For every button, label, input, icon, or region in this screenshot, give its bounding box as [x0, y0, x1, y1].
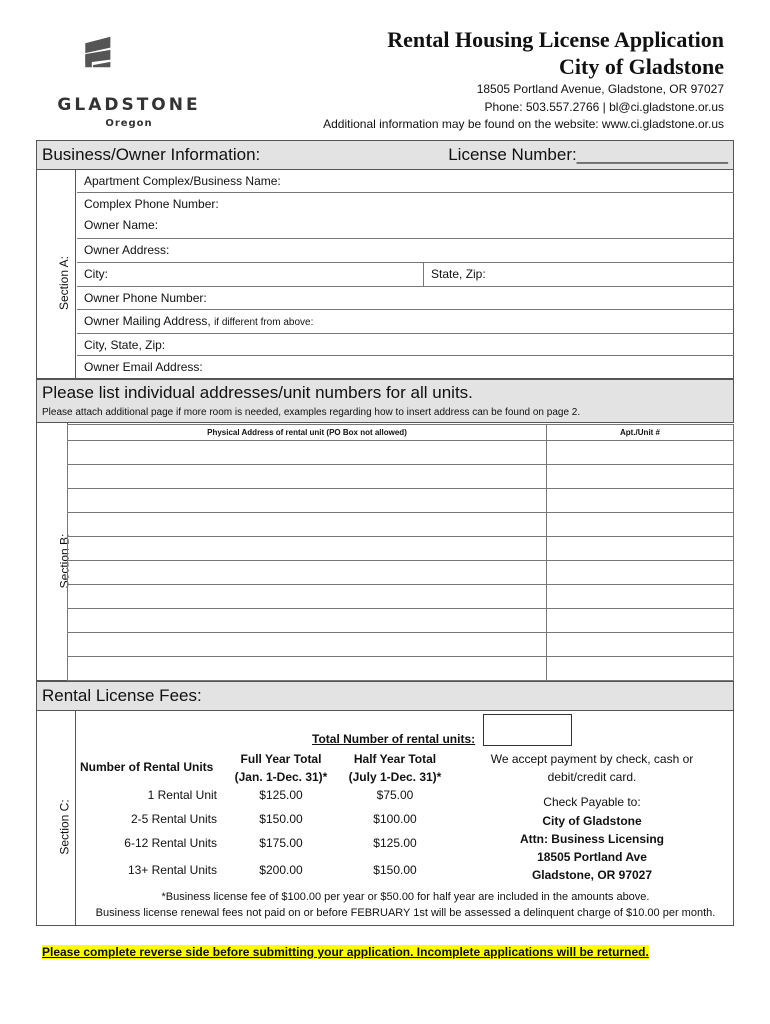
- license-number-field[interactable]: License Number:________________: [448, 145, 728, 164]
- units-column-header: Number of Rental Units: [80, 760, 214, 774]
- unit-cell[interactable]: [547, 585, 734, 609]
- fee-units-cell: 1 Rental Unit: [147, 788, 217, 802]
- section-a-side: [36, 169, 76, 379]
- gladstone-logo-icon: [82, 36, 142, 92]
- fee-footnote-2: Business license renewal fees not paid on or before FEBRUARY 1st will be assessed a delinquent charge of $10.00 per month.: [95, 907, 716, 919]
- fee-half-cell: $75.00: [376, 788, 414, 802]
- payee-address: City of Gladstone Attn: Business Licensing 18505 Portland Ave Gladstone, OR 97027: [519, 814, 665, 882]
- section-b-note: Please attach additional page if more room is needed, examples regarding how to insert address can be found on page 2.: [42, 407, 581, 418]
- address-text: 18505 Portland Avenue, Gladstone, OR 97027: [476, 82, 724, 96]
- fee-units-cell: 13+ Rental Units: [127, 863, 217, 877]
- table-row: [68, 609, 734, 633]
- fee-half-cell: $100.00: [373, 812, 417, 826]
- phone-email-text: Phone: 503.557.2766 | bl@ci.gladstone.or.us: [484, 100, 724, 114]
- page-title: Rental Housing License Application City of Gladstone: [387, 27, 724, 79]
- section-c-label: Section C:: [57, 798, 72, 855]
- total-units-label: Total Number of rental units:: [312, 732, 476, 746]
- table-row: [68, 537, 734, 561]
- section-b-side: [36, 423, 72, 681]
- complex-name-field[interactable]: Apartment Complex/Business Name:: [77, 170, 734, 193]
- city-state-zip-field[interactable]: City, State, Zip:: [77, 334, 734, 356]
- section-a-title: Business/Owner Information:: [42, 145, 261, 164]
- table-row: [68, 657, 734, 681]
- contact-info: [477, 80, 724, 116]
- table-row: [68, 465, 734, 489]
- address-cell[interactable]: [68, 537, 547, 561]
- fee-full-cell: $200.00: [259, 863, 303, 877]
- fee-full-cell: $175.00: [259, 836, 303, 850]
- unit-cell[interactable]: [547, 609, 734, 633]
- section-c-header: [36, 681, 734, 711]
- city-field[interactable]: City:: [77, 263, 424, 287]
- address-column-header: Physical Address of rental unit (PO Box not allowed): [68, 425, 547, 441]
- full-year-header: Full Year Total (Jan. 1-Dec. 31)*: [234, 752, 328, 784]
- address-cell[interactable]: [68, 609, 547, 633]
- unit-cell[interactable]: [547, 441, 734, 465]
- fee-footnote-1: *Business license fee of $100.00 per year or $50.00 for half year are included in the amounts above.: [161, 891, 650, 903]
- owner-address-field[interactable]: Owner Address:: [77, 239, 734, 263]
- section-b-title: Please list individual addresses/unit numbers for all units.: [42, 383, 473, 402]
- logo-wordmark: GLADSTONE: [57, 95, 201, 115]
- payable-label: Check Payable to:: [543, 795, 641, 809]
- address-cell[interactable]: [68, 489, 547, 513]
- section-a-label: Section A:: [57, 255, 72, 310]
- units-table: [67, 424, 734, 681]
- fee-units-cell: 6-12 Rental Units: [124, 836, 217, 850]
- unit-cell[interactable]: [547, 513, 734, 537]
- state-zip-field[interactable]: State, Zip:: [424, 263, 734, 287]
- logo-subtitle: Oregon: [105, 118, 153, 129]
- address-cell[interactable]: [68, 657, 547, 681]
- fee-full-cell: $125.00: [259, 788, 303, 802]
- unit-cell[interactable]: [547, 657, 734, 681]
- complex-phone-field[interactable]: Complex Phone Number:: [84, 197, 219, 211]
- unit-column-header: Apt./Unit #: [547, 425, 734, 441]
- address-cell[interactable]: [68, 633, 547, 657]
- unit-cell[interactable]: [547, 633, 734, 657]
- address-cell[interactable]: [68, 513, 547, 537]
- section-c-side: [36, 710, 76, 926]
- total-units-input[interactable]: [483, 714, 572, 746]
- fee-units-cell: 2-5 Rental Units: [130, 812, 217, 826]
- section-c-title: Rental License Fees:: [42, 686, 202, 705]
- mailing-address-field[interactable]: Owner Mailing Address, if different from above:: [77, 310, 734, 334]
- owner-name-field[interactable]: Owner Name:: [77, 214, 734, 239]
- table-row: [68, 585, 734, 609]
- address-cell[interactable]: [68, 585, 547, 609]
- owner-email-field[interactable]: Owner Email Address:: [84, 360, 203, 374]
- unit-cell[interactable]: [547, 489, 734, 513]
- half-year-header: Half Year Total (July 1-Dec. 31)*: [348, 752, 442, 784]
- table-row: [68, 513, 734, 537]
- unit-cell[interactable]: [547, 537, 734, 561]
- address-cell[interactable]: [68, 441, 547, 465]
- payment-methods: We accept payment by check, cash or debit/credit card.: [490, 752, 694, 784]
- fee-full-cell: $150.00: [259, 812, 303, 826]
- address-cell[interactable]: [68, 465, 547, 489]
- section-b-label: Section B:: [57, 533, 72, 588]
- submission-notice: Please complete reverse side before submitting your application. Incomplete applications will be returned.: [42, 945, 649, 959]
- unit-cell[interactable]: [547, 465, 734, 489]
- section-b-header: [36, 379, 734, 423]
- table-row: [68, 441, 734, 465]
- unit-cell[interactable]: [547, 561, 734, 585]
- fee-half-cell: $150.00: [373, 863, 417, 877]
- address-cell[interactable]: [68, 561, 547, 585]
- table-row: [68, 561, 734, 585]
- table-row: [68, 633, 734, 657]
- website-note: Additional information may be found on the website: www.ci.gladstone.or.us: [323, 117, 724, 131]
- fee-half-cell: $125.00: [373, 836, 417, 850]
- table-row: [68, 489, 734, 513]
- section-a-header: [36, 140, 734, 170]
- owner-phone-field[interactable]: Owner Phone Number:: [77, 287, 734, 310]
